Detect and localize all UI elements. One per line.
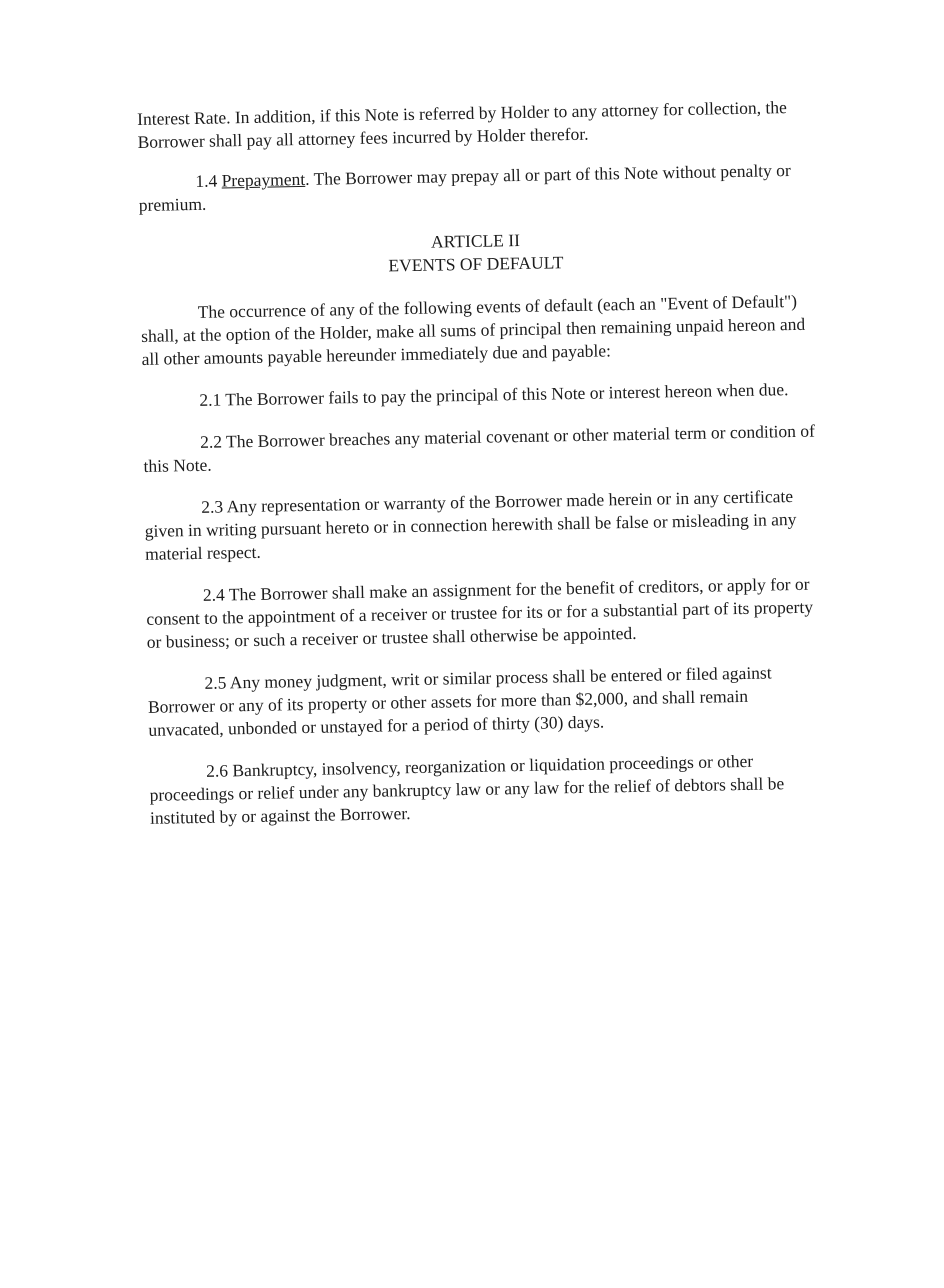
document-body <box>137 96 822 849</box>
section-2-5-paragraph: 2.5 Any money judgment, writ or similar process shall be entered or filed against Borrower or any of its property or other assets for more than $2,000, and shall remain unvacated, unbonded or unstayed for a period of thirty (30) days. <box>147 662 772 740</box>
continuation-paragraph: Interest Rate. In addition, if this Note is referred by Holder to any attorney for collection, the Borrower shall pay all attorney fees incurred by Holder therefor. <box>137 97 788 152</box>
article-heading <box>139 224 812 282</box>
article-title: EVENTS OF DEFAULT <box>388 252 564 276</box>
section-2-4-paragraph: 2.4 The Borrower shall make an assignment for the benefit of creditors, or apply for or consent to the appointment of a receiver or trustee for its or for a substantial part of its property or business; or such a receiver or trustee shall otherwise be appointed. <box>146 573 814 652</box>
section-2-3-paragraph: 2.3 Any representation or warranty of the Borrower made herein or in any certificate given in writing pursuant hereto or in connection herewith shall be false or misleading in any material respect. <box>144 486 797 564</box>
section-1-4-title: Prepayment <box>221 168 306 191</box>
article-label: ARTICLE II <box>430 230 521 252</box>
section-1-4-number: 1.4 <box>195 170 218 191</box>
section-1-4-text: . The Borrower may prepay all or part of this Note without penalty or premium. <box>138 160 791 215</box>
section-1-4-paragraph <box>138 159 811 217</box>
events-intro-paragraph: The occurrence of any of the following events of default (each an "Event of Default") shall, at the option of the Holder, make all sums of principal then remaining unpaid hereon and all other amounts payable hereunder immediately due and payable: <box>140 290 806 369</box>
section-2-2-paragraph: 2.2 The Borrower breaches any material covenant or other material term or condition of this Note. <box>143 420 816 476</box>
section-2-6-paragraph: 2.6 Bankruptcy, insolvency, reorganization or liquidation proceedings or other proceedings or relief under any bankruptcy law or any law for the relief of debtors shall be instituted by or against the Borrower. <box>149 750 785 828</box>
section-2-1-paragraph: 2.1 The Borrower fails to pay the principal of this Note or interest hereon when due. <box>199 379 789 410</box>
